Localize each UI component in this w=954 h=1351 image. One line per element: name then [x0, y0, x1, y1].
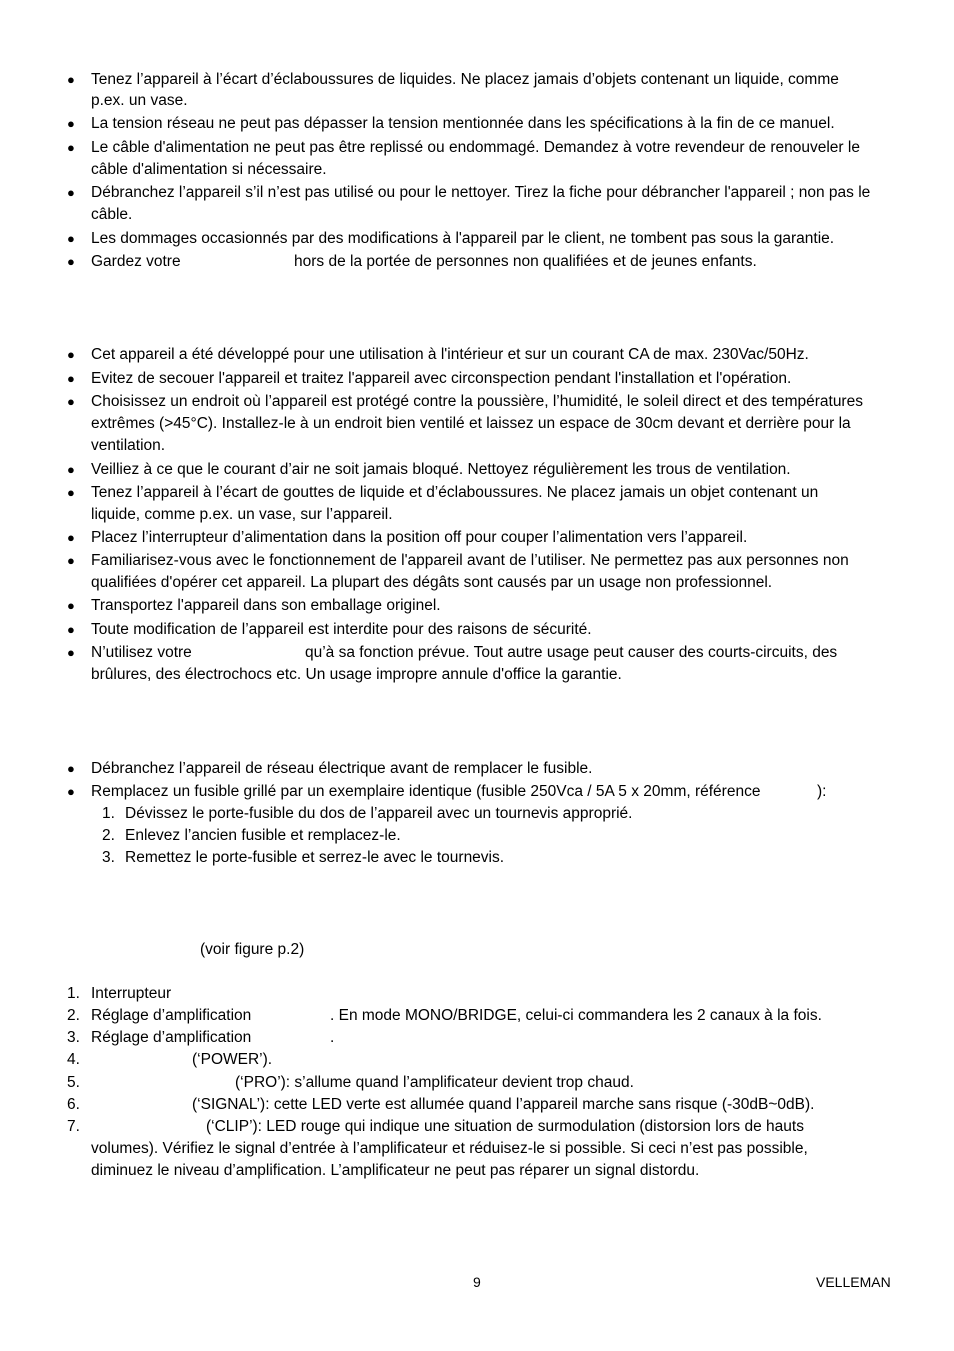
list-item-line: Les dommages occasionnés par des modifications à l'appareil par le client, ne tombent pas sous la garantie.	[91, 230, 835, 247]
list-item-line: p.ex. un vase.	[91, 92, 188, 109]
list-item-line: câble.	[91, 206, 133, 223]
bullet: ●	[67, 72, 75, 87]
item-number: 6.	[67, 1096, 80, 1113]
step-text: Dévissez le porte-fusible du dos de l’appareil avec un tournevis approprié.	[125, 805, 633, 822]
list-item-line: Familiarisez-vous avec le fonctionnement de l'appareil avant de l’utiliser. Ne permettez pas aux personnes non	[91, 552, 849, 569]
bullet: ●	[67, 185, 75, 200]
list-item-line: hors de la portée de personnes non qualifiées et de jeunes enfants.	[294, 253, 757, 270]
item-text: (‘POWER’).	[192, 1051, 273, 1068]
item-text: Interrupteur	[91, 985, 172, 1002]
bullet: ●	[67, 371, 75, 386]
item-text: Réglage d’amplification	[91, 1007, 252, 1024]
list-item-line: câble d'alimentation si nécessaire.	[91, 161, 327, 178]
list-item-line: brûlures, des électrochocs etc. Un usage impropre annule d'office la garantie.	[91, 666, 622, 683]
item-text: (‘SIGNAL’): cette LED verte est allumée quand l’appareil marche sans risque (-30dB~0dB).	[192, 1096, 815, 1113]
item-number: 4.	[67, 1051, 80, 1068]
item-number: 5.	[67, 1074, 80, 1091]
list-item-line: Veilliez à ce que le courant d’air ne soit jamais bloqué. Nettoyez régulièrement les trous de ventilation.	[91, 461, 791, 478]
item-number: 7.	[67, 1118, 80, 1135]
item-text: (‘CLIP’): LED rouge qui indique une situation de surmodulation (distorsion lors de hauts	[206, 1118, 804, 1135]
list-item-line: Toute modification de l’appareil est interdite pour des raisons de sécurité.	[91, 621, 592, 638]
bullet: ●	[67, 645, 75, 660]
list-item-line: Cet appareil a été développé pour une utilisation à l'intérieur et sur un courant CA de max. 230Vac/50Hz.	[91, 346, 809, 363]
bullet: ●	[67, 622, 75, 637]
item-number: 3.	[67, 1029, 80, 1046]
bullet: ●	[67, 598, 75, 613]
list-item-line: Tenez l’appareil à l’écart d’éclaboussures de liquides. Ne placez jamais d’objets contenant un liquide, comme	[91, 71, 839, 88]
list-item-line: Transportez l'appareil dans son emballage originel.	[91, 597, 441, 614]
bullet: ●	[67, 485, 75, 500]
figure-reference: (voir figure p.2)	[200, 941, 305, 958]
item-text: Réglage d’amplification	[91, 1029, 252, 1046]
item-number: 1.	[67, 985, 80, 1002]
item-text: .	[330, 1029, 335, 1046]
step-text: Remettez le porte-fusible et serrez-le avec le tournevis.	[125, 849, 505, 866]
step-number: 2.	[102, 827, 115, 844]
item-text: . En mode MONO/BRIDGE, celui-ci commandera les 2 canaux à la fois.	[330, 1007, 822, 1024]
list-item-line: Choisissez un endroit où l’appareil est protégé contre la poussière, l’humidité, le soleil direct et des températures	[91, 393, 863, 410]
list-item-line: Placez l’interrupteur d’alimentation dans la position off pour couper l’alimentation vers l’appareil.	[91, 529, 748, 546]
list-item-line: Evitez de secouer l'appareil et traitez l'appareil avec circonspection pendant l'installation et l'opération.	[91, 370, 792, 387]
bullet: ●	[67, 553, 75, 568]
list-item-line: qualifiées d'opérer cet appareil. La plupart des dégâts sont causés par un usage non professionnel.	[91, 574, 773, 591]
list-item-line: Remplacez un fusible grillé par un exemplaire identique (fusible 250Vca / 5A 5 x 20mm, référence	[91, 783, 761, 800]
step-text: Enlevez l’ancien fusible et remplacez-le.	[125, 827, 401, 844]
item-text: (‘PRO’): s’allume quand l’amplificateur devient trop chaud.	[235, 1074, 634, 1091]
item-text: volumes). Vérifiez le signal d’entrée à l’amplificateur et réduisez-le si possible. Si ceci n’est pas possible,	[91, 1140, 808, 1157]
list-item-line: Gardez votre	[91, 253, 181, 270]
list-item-line: qu’à sa fonction prévue. Tout autre usage peut causer des courts-circuits, des	[305, 644, 838, 661]
page-number: 9	[473, 1274, 481, 1290]
list-item-line: extrêmes (>45°C). Installez-le à un endroit bien ventilé et laissez un espace de 30cm devant et derrière pour la	[91, 415, 851, 432]
bullet: ●	[67, 116, 75, 131]
bullet: ●	[67, 231, 75, 246]
list-item-line: N’utilisez votre	[91, 644, 192, 661]
brand-footer: VELLEMAN	[816, 1274, 891, 1290]
list-item-line: Débranchez l’appareil s’il n’est pas utilisé ou pour le nettoyer. Tirez la fiche pour débrancher l'appareil ; non pas le	[91, 184, 871, 201]
bullet: ●	[67, 140, 75, 155]
list-item-line: ):	[817, 783, 827, 800]
list-item-line: liquide, comme p.ex. un vase, sur l’appareil.	[91, 506, 393, 523]
item-text: diminuez le niveau d’amplification. L’amplificateur ne peut pas réparer un signal distordu.	[91, 1162, 700, 1179]
bullet: ●	[67, 347, 75, 362]
bullet: ●	[67, 394, 75, 409]
list-item-line: Tenez l’appareil à l’écart de gouttes de liquide et d’éclaboussures. Ne placez jamais un objet contenant un	[91, 484, 819, 501]
list-item-line: Le câble d'alimentation ne peut pas être replissé ou endommagé. Demandez à votre revendeur de renouveler le	[91, 139, 860, 156]
bullet: ●	[67, 462, 75, 477]
step-number: 1.	[102, 805, 115, 822]
item-number: 2.	[67, 1007, 80, 1024]
step-number: 3.	[102, 849, 115, 866]
list-item-line: Débranchez l’appareil de réseau électrique avant de remplacer le fusible.	[91, 760, 593, 777]
bullet: ●	[67, 784, 75, 799]
bullet: ●	[67, 254, 75, 269]
list-item-line: ventilation.	[91, 437, 166, 454]
list-item-line: La tension réseau ne peut pas dépasser la tension mentionnée dans les spécifications à la fin de ce manuel.	[91, 115, 835, 132]
bullet: ●	[67, 761, 75, 776]
bullet: ●	[67, 530, 75, 545]
